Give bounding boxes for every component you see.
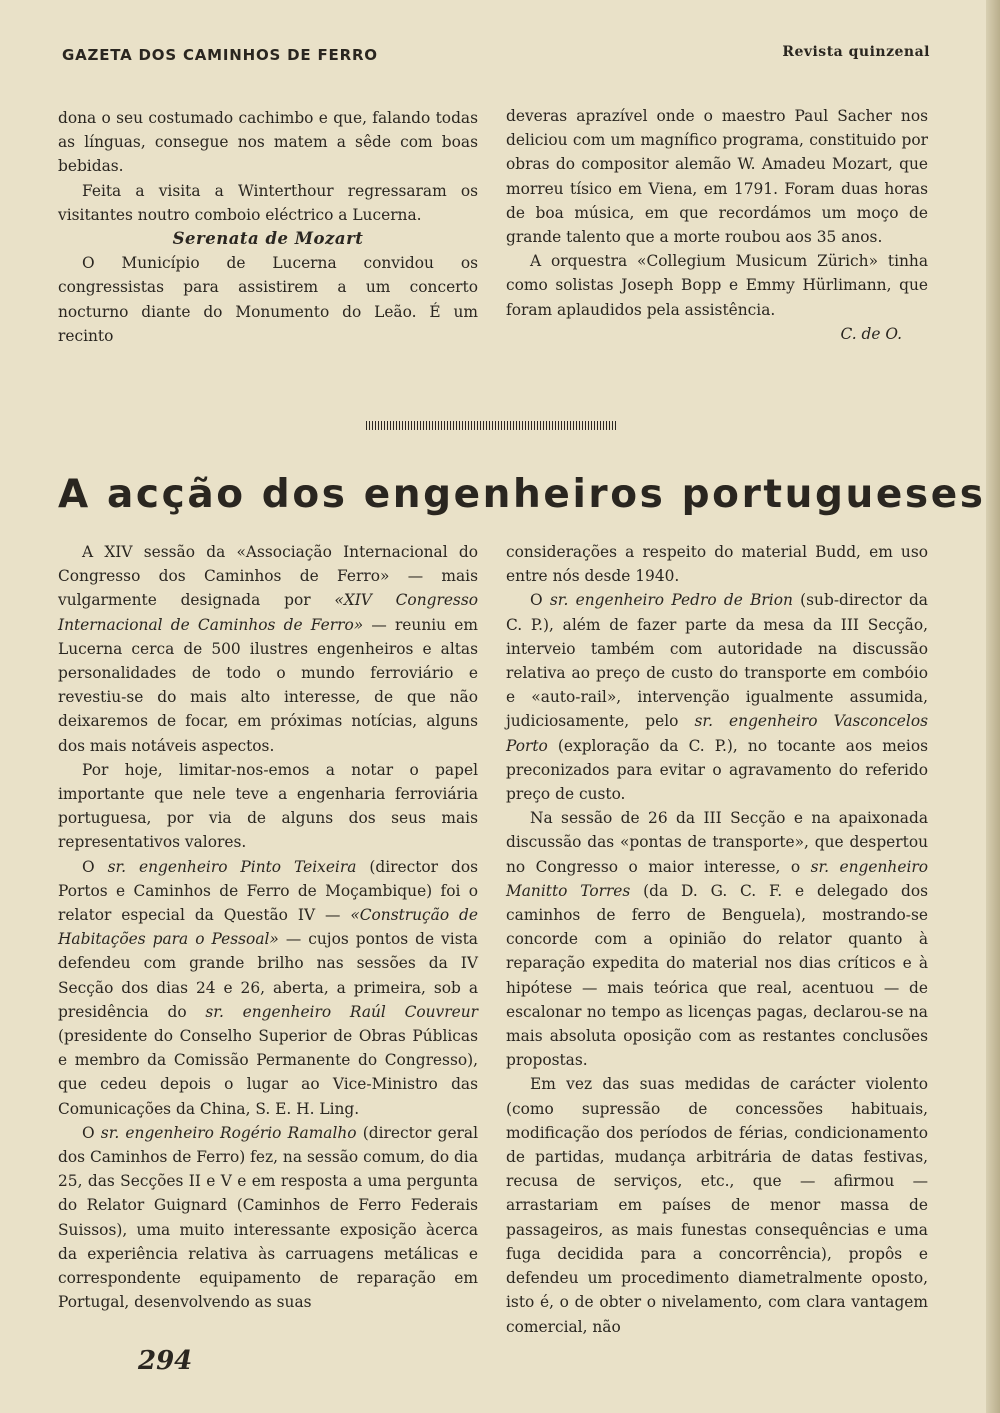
top-left-column [58,106,478,348]
article-title: A acção dos engenheiros portugueses [58,472,986,517]
paragraph: O sr. engenheiro Rogério Ramalho (director geral dos Caminhos de Ferro) fez, na sessão comum, do dia 25, das Secções II e V e em resposta a uma pergunta do Relator Guignard (Caminhos de Ferro Federais Suissos), uma muito interessante exposição àcerca da experiência relativa às carruagens metálicas e correspondente equipamento de reparação em Portugal, desenvolvendo as suas [58,1123,479,1312]
paragraph: O sr. engenheiro Pinto Teixeira (director dos Portos e Caminhos de Ferro de Moçambique) foi o relator especial da Questão IV — «Construção de Habitações para o Pessoal» — cujos pontos de vista defendeu com grande brilho nas sessões da IV Secção dos dias 24 e 26, aberta, a primeira, sob a presidência do sr. engenheiro Raúl Couvreur (presidente do Conselho Superior de Obras Públicas e membro da Comissão Permanente do Congresso), que cedeu depois o lugar ao Vice-Ministro das Comunicações da China, S. E. H. Ling. [58,857,479,1118]
article-right-column [506,540,928,1339]
section-heading: Serenata de Mozart [172,229,364,249]
paragraph: A orquestra «Collegium Musicum Zürich» tinha como solistas Joseph Bopp e Emmy Hürlimann, que foram aplaudidos pela assistência. [506,252,928,319]
paragraph: dona o seu costumado cachimbo e que, falando todas as línguas, consegue nos matem a sêde com boas bebidas. [58,109,478,176]
paragraph: Feita a visita a Winterthour regressaram os visitantes noutro comboio eléctrico a Lucerna. [58,181,478,224]
author-signature: C. de O. [840,324,902,343]
paragraph: A XIV sessão da «Associação Internacional do Congresso dos Caminhos de Ferro» — mais vulgarmente designada por «XIV Congresso Internacional de Caminhos de Ferro» — reuniu em Lucerna cerca de 500 ilustres engenheiros e altas personalidades de todo o mundo ferroviário e revestiu-se do mais alto interesse, de que não deixaremos de focar, em próximas notícias, alguns dos mais notáveis aspectos. [58,543,478,755]
paragraph: O Município de Lucerna convidou os congressistas para assistirem a um concerto nocturno diante do Monumento do Leão. É um recinto [58,254,478,345]
paragraph: considerações a respeito do material Budd, em uso entre nós desde 1940. [506,543,928,586]
top-right-column [506,104,928,346]
running-header-subtitle: Revista quinzenal [782,44,930,60]
paragraph: Na sessão de 26 da III Secção e na apaixonada discussão das «pontas de transporte», que despertou no Congresso o maior interesse, o sr. engenheiro Manitto Torres (da D. G. C. F. e delegado dos caminhos de ferro de Benguela), mostrando-se concorde com a opinião do relator quanto à reparação expedita do material nos dias críticos e à hipótese — mais teórica que real, acentuou — de escalonar no tempo as licenças pagas, declarou-se na mais absoluta oposição com as restantes conclusões propostas. [506,809,928,1070]
paragraph: O sr. engenheiro Pedro de Brion (sub-director da C. P.), além de fazer parte da mesa da III Secção, interveio também com autoridade na discussão relativa ao preço de custo do transporte em combóio e «auto-rail», intervenção igualmente assumida, judiciosamente, pelo sr. engenheiro Vasconcelos Porto (exploração da C. P.), no tocante aos meios preconizados para evitar o agravamento do referido preço de custo. [506,591,928,804]
page-edge [986,0,1000,1413]
running-header-title: GAZETA DOS CAMINHOS DE FERRO [62,46,378,64]
ornamental-divider [366,421,618,430]
paragraph: deveras aprazível onde o maestro Paul Sacher nos deliciou com um magnífico programa, constituido por obras do compositor alemão W. Amadeu Mozart, que morreu tísico em Viena, em 1791. Foram duas horas de boa música, em que recordámos um moço de grande talento que a morte roubou aos 35 anos. [506,107,928,247]
page-number: 294 [138,1346,193,1376]
article-left-column [58,540,478,1315]
paragraph: Por hoje, limitar-nos-emos a notar o papel importante que nele teve a engenharia ferroviária portuguesa, por via de alguns dos seus mais representativos valores. [58,760,478,852]
paragraph: Em vez das suas medidas de carácter violento (como supressão de concessões habituais, modificação dos períodos de férias, condicionamento de partidas, mudança arbitrária de datas festivas, recusa de serviços, etc., que — afirmou — arrastariam em países de menor massa de passageiros, as mais funestas consequências e uma fuga decidida para a concorrência), propôs e defendeu um procedimento diametralmente oposto, isto é, o de obter o nivelamento, com clara vantagem comercial, não [506,1075,928,1336]
